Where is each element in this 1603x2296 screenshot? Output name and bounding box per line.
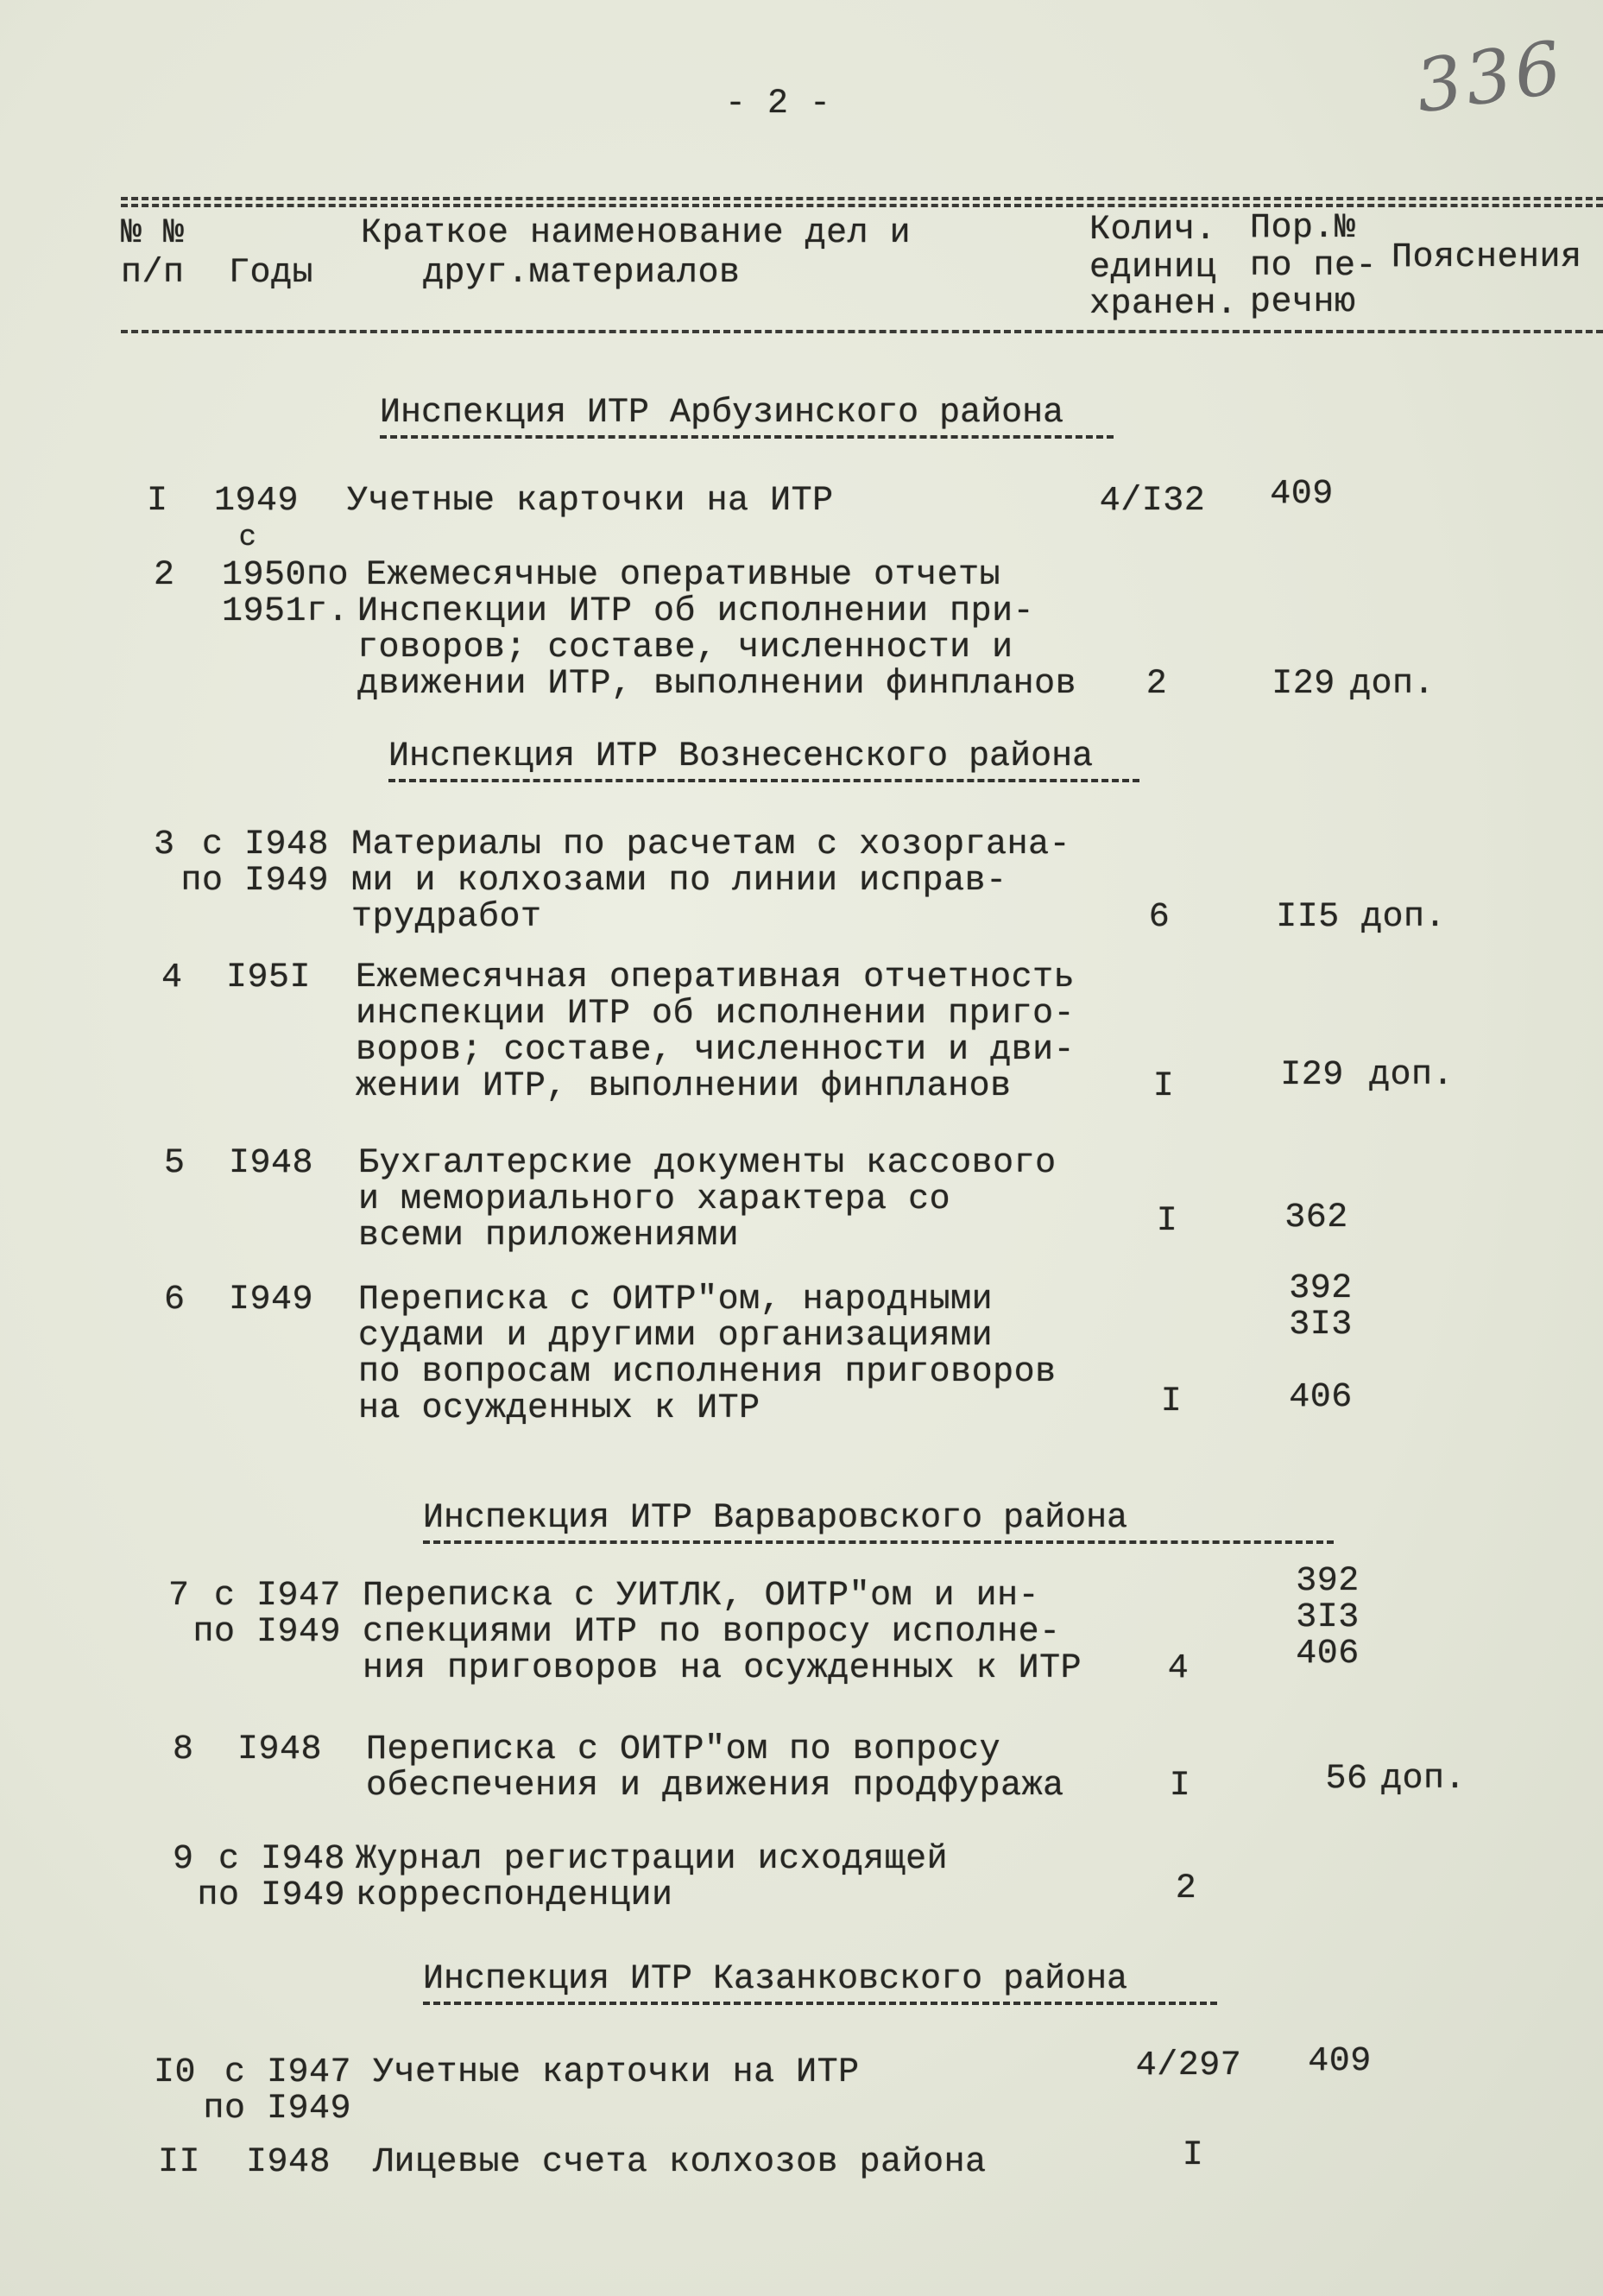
row-number: I	[147, 482, 168, 521]
header-qty-3: хранен.	[1089, 285, 1238, 324]
row-list-number: 409	[1308, 2042, 1372, 2082]
row-description-line: Лицевые счета колхозов района	[373, 2143, 987, 2182]
row-description-line: трудработ	[351, 898, 542, 937]
header-num-2: п/п	[121, 254, 185, 293]
row-years: I95I	[226, 958, 312, 997]
row-notes: доп.	[1381, 1759, 1467, 1799]
row-list-number: 392	[1289, 1269, 1353, 1309]
header-years: Годы	[229, 254, 314, 293]
section-heading: Инспекция ИТР Варваровского района	[423, 1501, 1334, 1544]
row-description-line: Ежемесячные оперативные отчеты	[366, 556, 1001, 595]
header-num-1: № №	[121, 214, 185, 253]
row-list-number: II5	[1276, 898, 1340, 937]
row-years: 1951г.	[222, 592, 350, 631]
row-number: 6	[164, 1281, 186, 1319]
row-notes: доп.	[1350, 665, 1436, 704]
row-description-line: Переписка с ОИТР"ом по вопросу	[366, 1730, 1001, 1769]
row-description-line: Переписка с УИТЛК, ОИТР"ом и ин-	[363, 1577, 1040, 1616]
row-years: I948	[246, 2143, 331, 2182]
row-description-line: по вопросам исполнения приговоров	[358, 1353, 1057, 1392]
row-storage-units: I	[1169, 1767, 1191, 1806]
row-number: II	[158, 2143, 201, 2182]
row-storage-units: 2	[1175, 1869, 1197, 1908]
section-heading: Инспекция ИТР Казанковского района	[423, 1962, 1217, 2005]
row-description-line: Материалы по расчетам с хозоргана-	[351, 825, 1071, 864]
row-description-line: ния приговоров на осужденных к ИТР	[363, 1649, 1082, 1688]
row-years: по I949	[192, 1613, 342, 1652]
row-list-number: 3I3	[1296, 1598, 1360, 1638]
row-number: 5	[164, 1144, 186, 1183]
row-years: с I948	[202, 825, 330, 864]
row-storage-units: 4/I32	[1099, 482, 1206, 521]
row-description-line: Ежемесячная оперативная отчетность	[356, 958, 1076, 997]
row-list-number: 409	[1270, 474, 1334, 514]
row-list-number: 362	[1284, 1199, 1348, 1237]
row-storage-units: 6	[1148, 898, 1171, 937]
row-list-number: 56	[1325, 1759, 1368, 1799]
row-description-line: воров; составе, численности и дви-	[356, 1031, 1076, 1070]
row-description-line: Переписка с ОИТР"ом, народными	[358, 1281, 994, 1319]
row-description-line: Журнал регистрации исходящей	[356, 1840, 949, 1879]
row-number: 9	[173, 1840, 194, 1879]
row-storage-units: I	[1156, 1202, 1178, 1242]
row-description-line: судами и другими организациями	[358, 1317, 994, 1356]
row-description-line: всеми приложениями	[358, 1217, 740, 1256]
header-top-rule	[121, 197, 1603, 207]
header-list-no-1: Пор.№	[1250, 209, 1356, 248]
header-list-no-2: по пе-	[1250, 247, 1378, 286]
row-notes: доп.	[1361, 898, 1447, 937]
row-description-line: спекциями ИТР по вопросу исполне-	[363, 1613, 1061, 1652]
row-description-line: Инспекции ИТР об исполнении при-	[357, 592, 1035, 631]
row-years: с I948	[218, 1840, 346, 1879]
row-number: 8	[173, 1730, 194, 1769]
row-number: I0	[154, 2053, 197, 2092]
row-description-line: Учетные карточки на ИТР	[373, 2053, 860, 2092]
row-storage-units: 4	[1167, 1649, 1190, 1688]
row-years: 1949	[214, 482, 300, 521]
row-years: по I949	[197, 1876, 346, 1915]
row-years-prefix: с	[238, 522, 257, 554]
row-years: с I947	[224, 2053, 352, 2092]
row-years: I949	[229, 1281, 314, 1319]
row-number: 4	[161, 958, 183, 997]
row-description-line: инспекции ИТР об исполнении приго-	[356, 995, 1076, 1034]
header-bottom-rule	[121, 330, 1603, 333]
row-storage-units: I	[1160, 1382, 1183, 1421]
header-qty-2: единиц	[1089, 249, 1217, 288]
row-years: по I949	[180, 862, 330, 901]
row-years: I948	[237, 1730, 323, 1769]
header-title-1: Краткое наименование дел и	[361, 214, 912, 253]
row-storage-units: I	[1182, 2135, 1204, 2175]
row-list-number: 3I3	[1289, 1306, 1353, 1345]
row-description-line: на осужденных к ИТР	[358, 1389, 760, 1428]
row-list-number: I29	[1272, 665, 1335, 704]
row-storage-units: 2	[1145, 665, 1168, 704]
row-storage-units: I	[1152, 1067, 1175, 1106]
row-years: I948	[229, 1144, 314, 1183]
row-description-line: и мемориального характера со	[358, 1180, 951, 1219]
row-years: с I947	[214, 1577, 342, 1616]
row-notes: доп.	[1369, 1056, 1455, 1096]
row-years: по I949	[203, 2090, 352, 2128]
header-list-no-3: речню	[1250, 283, 1356, 322]
row-list-number: 406	[1296, 1635, 1360, 1674]
section-heading: Инспекция ИТР Вознесенского района	[388, 739, 1139, 782]
row-number: 3	[154, 825, 175, 864]
row-list-number: I29	[1280, 1056, 1344, 1096]
row-description-line: ми и колхозами по линии исправ-	[351, 862, 1007, 901]
row-description-line: Бухгалтерские документы кассового	[358, 1144, 1057, 1183]
row-years: 1950по	[222, 556, 350, 595]
row-description-line: Учетные карточки на ИТР	[347, 482, 834, 521]
header-qty-1: Колич.	[1089, 211, 1217, 250]
row-description-line: корреспонденции	[356, 1876, 673, 1915]
row-number: 2	[154, 556, 175, 595]
row-number: 7	[168, 1577, 190, 1616]
row-storage-units: 4/297	[1135, 2046, 1242, 2085]
handwritten-folio-number: 336	[1411, 24, 1570, 130]
row-description-line: движении ИТР, выполнении финпланов	[357, 665, 1077, 704]
header-title-2: друг.материалов	[423, 254, 741, 293]
row-description-line: говоров; составе, численности и	[357, 629, 1013, 667]
row-description-line: жении ИТР, выполнении финпланов	[356, 1067, 1012, 1106]
section-heading: Инспекция ИТР Арбузинского района	[380, 395, 1114, 439]
header-notes: Пояснения	[1392, 238, 1582, 277]
row-list-number: 392	[1296, 1562, 1360, 1602]
page-number: - 2 -	[725, 85, 831, 123]
row-list-number: 406	[1289, 1378, 1353, 1418]
row-description-line: обеспечения и движения продфуража	[366, 1767, 1064, 1806]
